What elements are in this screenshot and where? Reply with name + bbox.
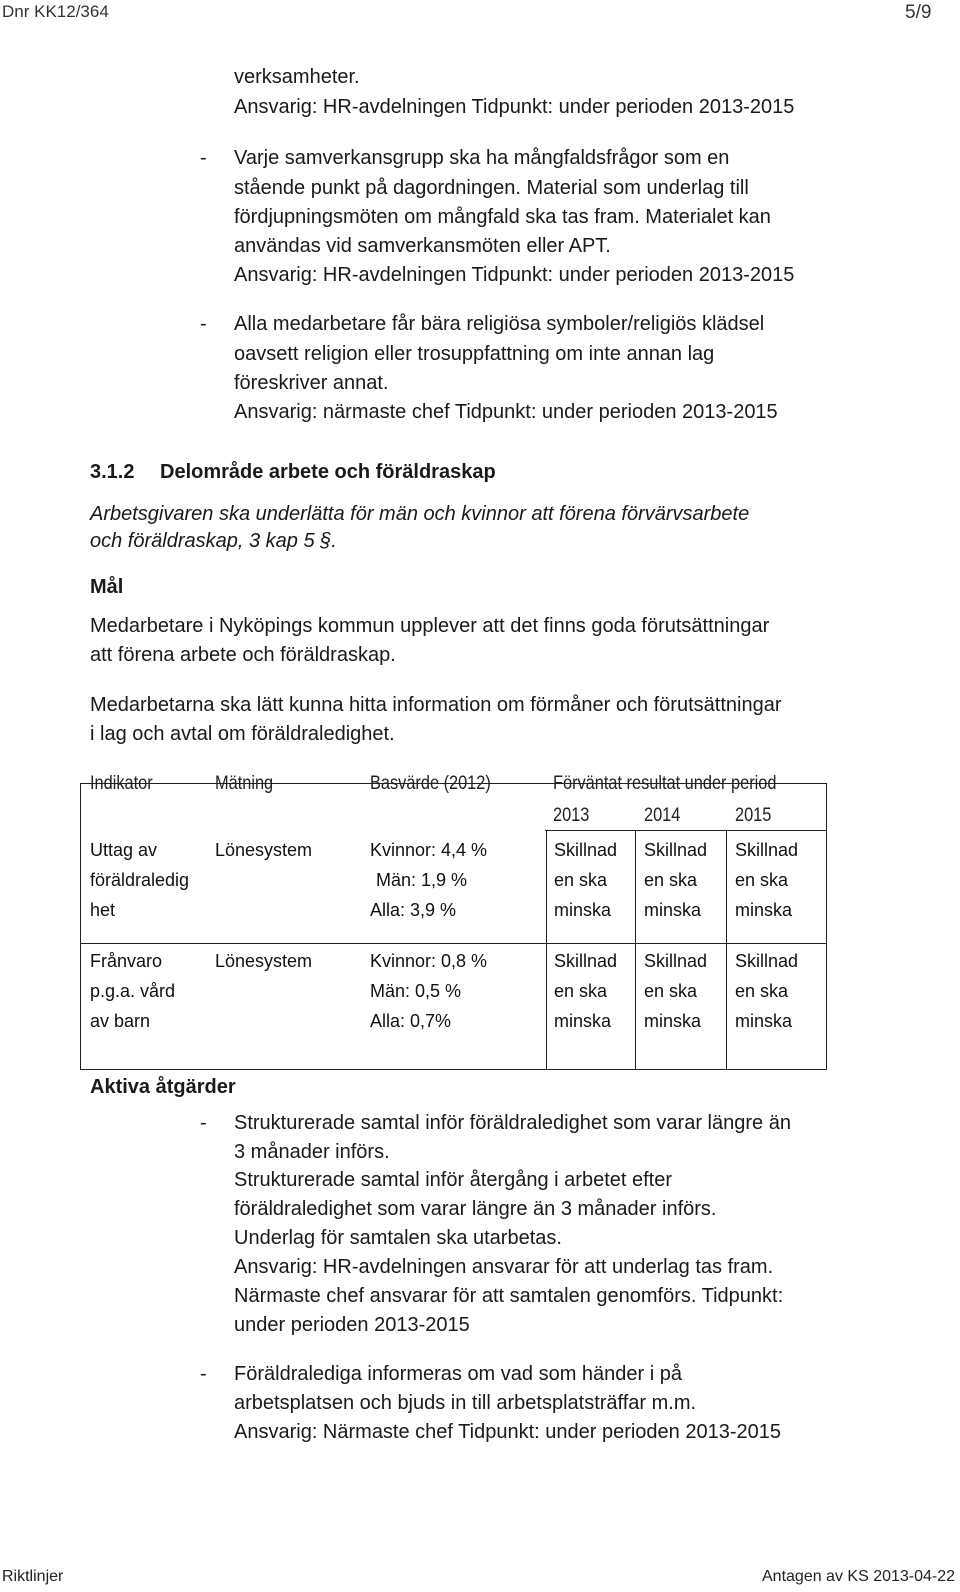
column-header-indikator: Indikator xyxy=(90,773,153,794)
table-cell-indikator: Frånvaro xyxy=(90,951,163,971)
table-divider xyxy=(546,830,547,1069)
table-cell-indikator: het xyxy=(90,900,116,920)
section-number: 3.1.2 xyxy=(90,461,135,483)
column-header-2015: 2015 xyxy=(735,805,772,826)
law-reference: och föräldraskap, 3 kap 5 §. xyxy=(90,530,337,552)
table-cell-result-2015: Skillnad xyxy=(735,840,799,860)
table-cell-result-2013: en ska xyxy=(554,870,608,890)
table-divider xyxy=(726,830,727,1069)
table-cell-result-2015: en ska xyxy=(735,981,789,1001)
responsibility-line: Ansvarig: Närmaste chef Tidpunkt: under perioden 2013-2015 xyxy=(234,1421,782,1443)
table-divider xyxy=(545,830,826,831)
column-header-matning: Mätning xyxy=(215,773,274,794)
table-cell-matning: Lönesystem xyxy=(215,840,313,860)
table-cell-indikator: av barn xyxy=(90,1011,151,1031)
document-reference: Dnr KK12/364 xyxy=(2,2,109,21)
responsibility-line: Ansvarig: HR-avdelningen Tidpunkt: under perioden 2013-2015 xyxy=(234,264,795,286)
bullet-line: Alla medarbetare får bära religiösa symboler/religiös klädsel xyxy=(234,313,765,335)
responsibility-line: Ansvarig: HR-avdelningen ansvarar för att underlag tas fram. xyxy=(234,1256,774,1278)
table-cell-matning: Lönesystem xyxy=(215,951,313,971)
bullet-dash: - xyxy=(200,313,207,335)
table-cell-basvarde: Alla: 3,9 % xyxy=(370,900,457,920)
goal-heading: Mål xyxy=(90,576,124,598)
responsibility-line: Ansvarig: närmaste chef Tidpunkt: under perioden 2013-2015 xyxy=(234,401,778,423)
table-divider xyxy=(635,830,636,1069)
table-cell-result-2015: Skillnad xyxy=(735,951,799,971)
table-cell-result-2014: Skillnad xyxy=(644,951,708,971)
table-cell-basvarde: Alla: 0,7% xyxy=(370,1011,452,1031)
column-header-basvarde: Basvärde (2012) xyxy=(370,773,491,794)
table-cell-result-2014: en ska xyxy=(644,870,698,890)
table-cell-result-2013: Skillnad xyxy=(554,951,618,971)
bullet-line: föräldraledighet som varar längre än 3 månader införs. xyxy=(234,1198,717,1220)
table-cell-basvarde: Kvinnor: 4,4 % xyxy=(370,840,488,860)
bullet-line: arbetsplatsen och bjuds in till arbetsplatsträffar m.m. xyxy=(234,1392,697,1414)
bullet-line: Strukturerade samtal inför återgång i arbetet efter xyxy=(234,1169,673,1191)
table-cell-result-2013: minska xyxy=(554,1011,612,1031)
bullet-line: stående punkt på dagordningen. Material som underlag till xyxy=(234,177,749,199)
bullet-line: föreskriver annat. xyxy=(234,372,389,394)
table-cell-result-2015: en ska xyxy=(735,870,789,890)
text-line: verksamheter. xyxy=(234,66,360,88)
table-cell-indikator: p.g.a. vård xyxy=(90,981,176,1001)
bullet-line: Underlag för samtalen ska utarbetas. xyxy=(234,1227,562,1249)
table-cell-indikator: föräldraledig xyxy=(90,870,190,890)
goal-text: Medarbetarna ska lätt kunna hitta information om förmåner och förutsättningar xyxy=(90,694,782,716)
bullet-line: Varje samverkansgrupp ska ha mångfaldsfrågor som en xyxy=(234,147,730,169)
bullet-line: Föräldralediga informeras om vad som händer i på xyxy=(234,1363,682,1385)
column-header-2014: 2014 xyxy=(644,805,681,826)
actions-heading: Aktiva åtgärder xyxy=(90,1076,236,1098)
bullet-dash: - xyxy=(200,147,207,169)
bullet-line: fördjupningsmöten om mångfald ska tas fram. Materialet kan xyxy=(234,206,771,228)
responsibility-line: Närmaste chef ansvarar för att samtalen genomförs. Tidpunkt: xyxy=(234,1285,784,1307)
table-cell-result-2015: minska xyxy=(735,900,793,920)
table-cell-result-2014: en ska xyxy=(644,981,698,1001)
table-divider xyxy=(81,943,826,944)
table-cell-result-2014: minska xyxy=(644,900,702,920)
table-cell-result-2013: minska xyxy=(554,900,612,920)
column-header-2013: 2013 xyxy=(553,805,590,826)
page-number: 5/9 xyxy=(905,2,932,23)
table-cell-result-2013: Skillnad xyxy=(554,840,618,860)
bullet-dash: - xyxy=(200,1363,207,1385)
responsibility-line: under perioden 2013-2015 xyxy=(234,1314,470,1336)
table-cell-result-2014: minska xyxy=(644,1011,702,1031)
responsibility-line: Ansvarig: HR-avdelningen Tidpunkt: under perioden 2013-2015 xyxy=(234,96,795,118)
goal-text: att förena arbete och föräldraskap. xyxy=(90,644,396,666)
bullet-dash: - xyxy=(200,1112,207,1134)
column-header-forvantat: Förväntat resultat under period xyxy=(553,773,777,794)
section-title: Delområde arbete och föräldraskap xyxy=(160,461,496,483)
table-cell-result-2014: Skillnad xyxy=(644,840,708,860)
table-cell-result-2013: en ska xyxy=(554,981,608,1001)
bullet-line: oavsett religion eller trosuppfattning om inte annan lag xyxy=(234,343,715,365)
table-cell-basvarde: Män: 1,9 % xyxy=(376,870,468,890)
footer-right: Antagen av KS 2013-04-22 xyxy=(762,1568,956,1585)
footer-left: Riktlinjer xyxy=(2,1568,64,1585)
table-cell-indikator: Uttag av xyxy=(90,840,158,860)
goal-text: i lag och avtal om föräldraledighet. xyxy=(90,723,395,745)
table-cell-result-2015: minska xyxy=(735,1011,793,1031)
law-reference: Arbetsgivaren ska underlätta för män och kvinnor att förena förvärvsarbete xyxy=(90,503,750,525)
indicator-table xyxy=(80,783,827,1070)
goal-text: Medarbetare i Nyköpings kommun upplever att det finns goda förutsättningar xyxy=(90,615,770,637)
table-cell-basvarde: Män: 0,5 % xyxy=(370,981,462,1001)
bullet-line: 3 månader införs. xyxy=(234,1141,390,1163)
bullet-line: Strukturerade samtal inför föräldraledighet som varar längre än xyxy=(234,1112,791,1134)
table-cell-basvarde: Kvinnor: 0,8 % xyxy=(370,951,488,971)
bullet-line: användas vid samverkansmöten eller APT. xyxy=(234,235,611,257)
